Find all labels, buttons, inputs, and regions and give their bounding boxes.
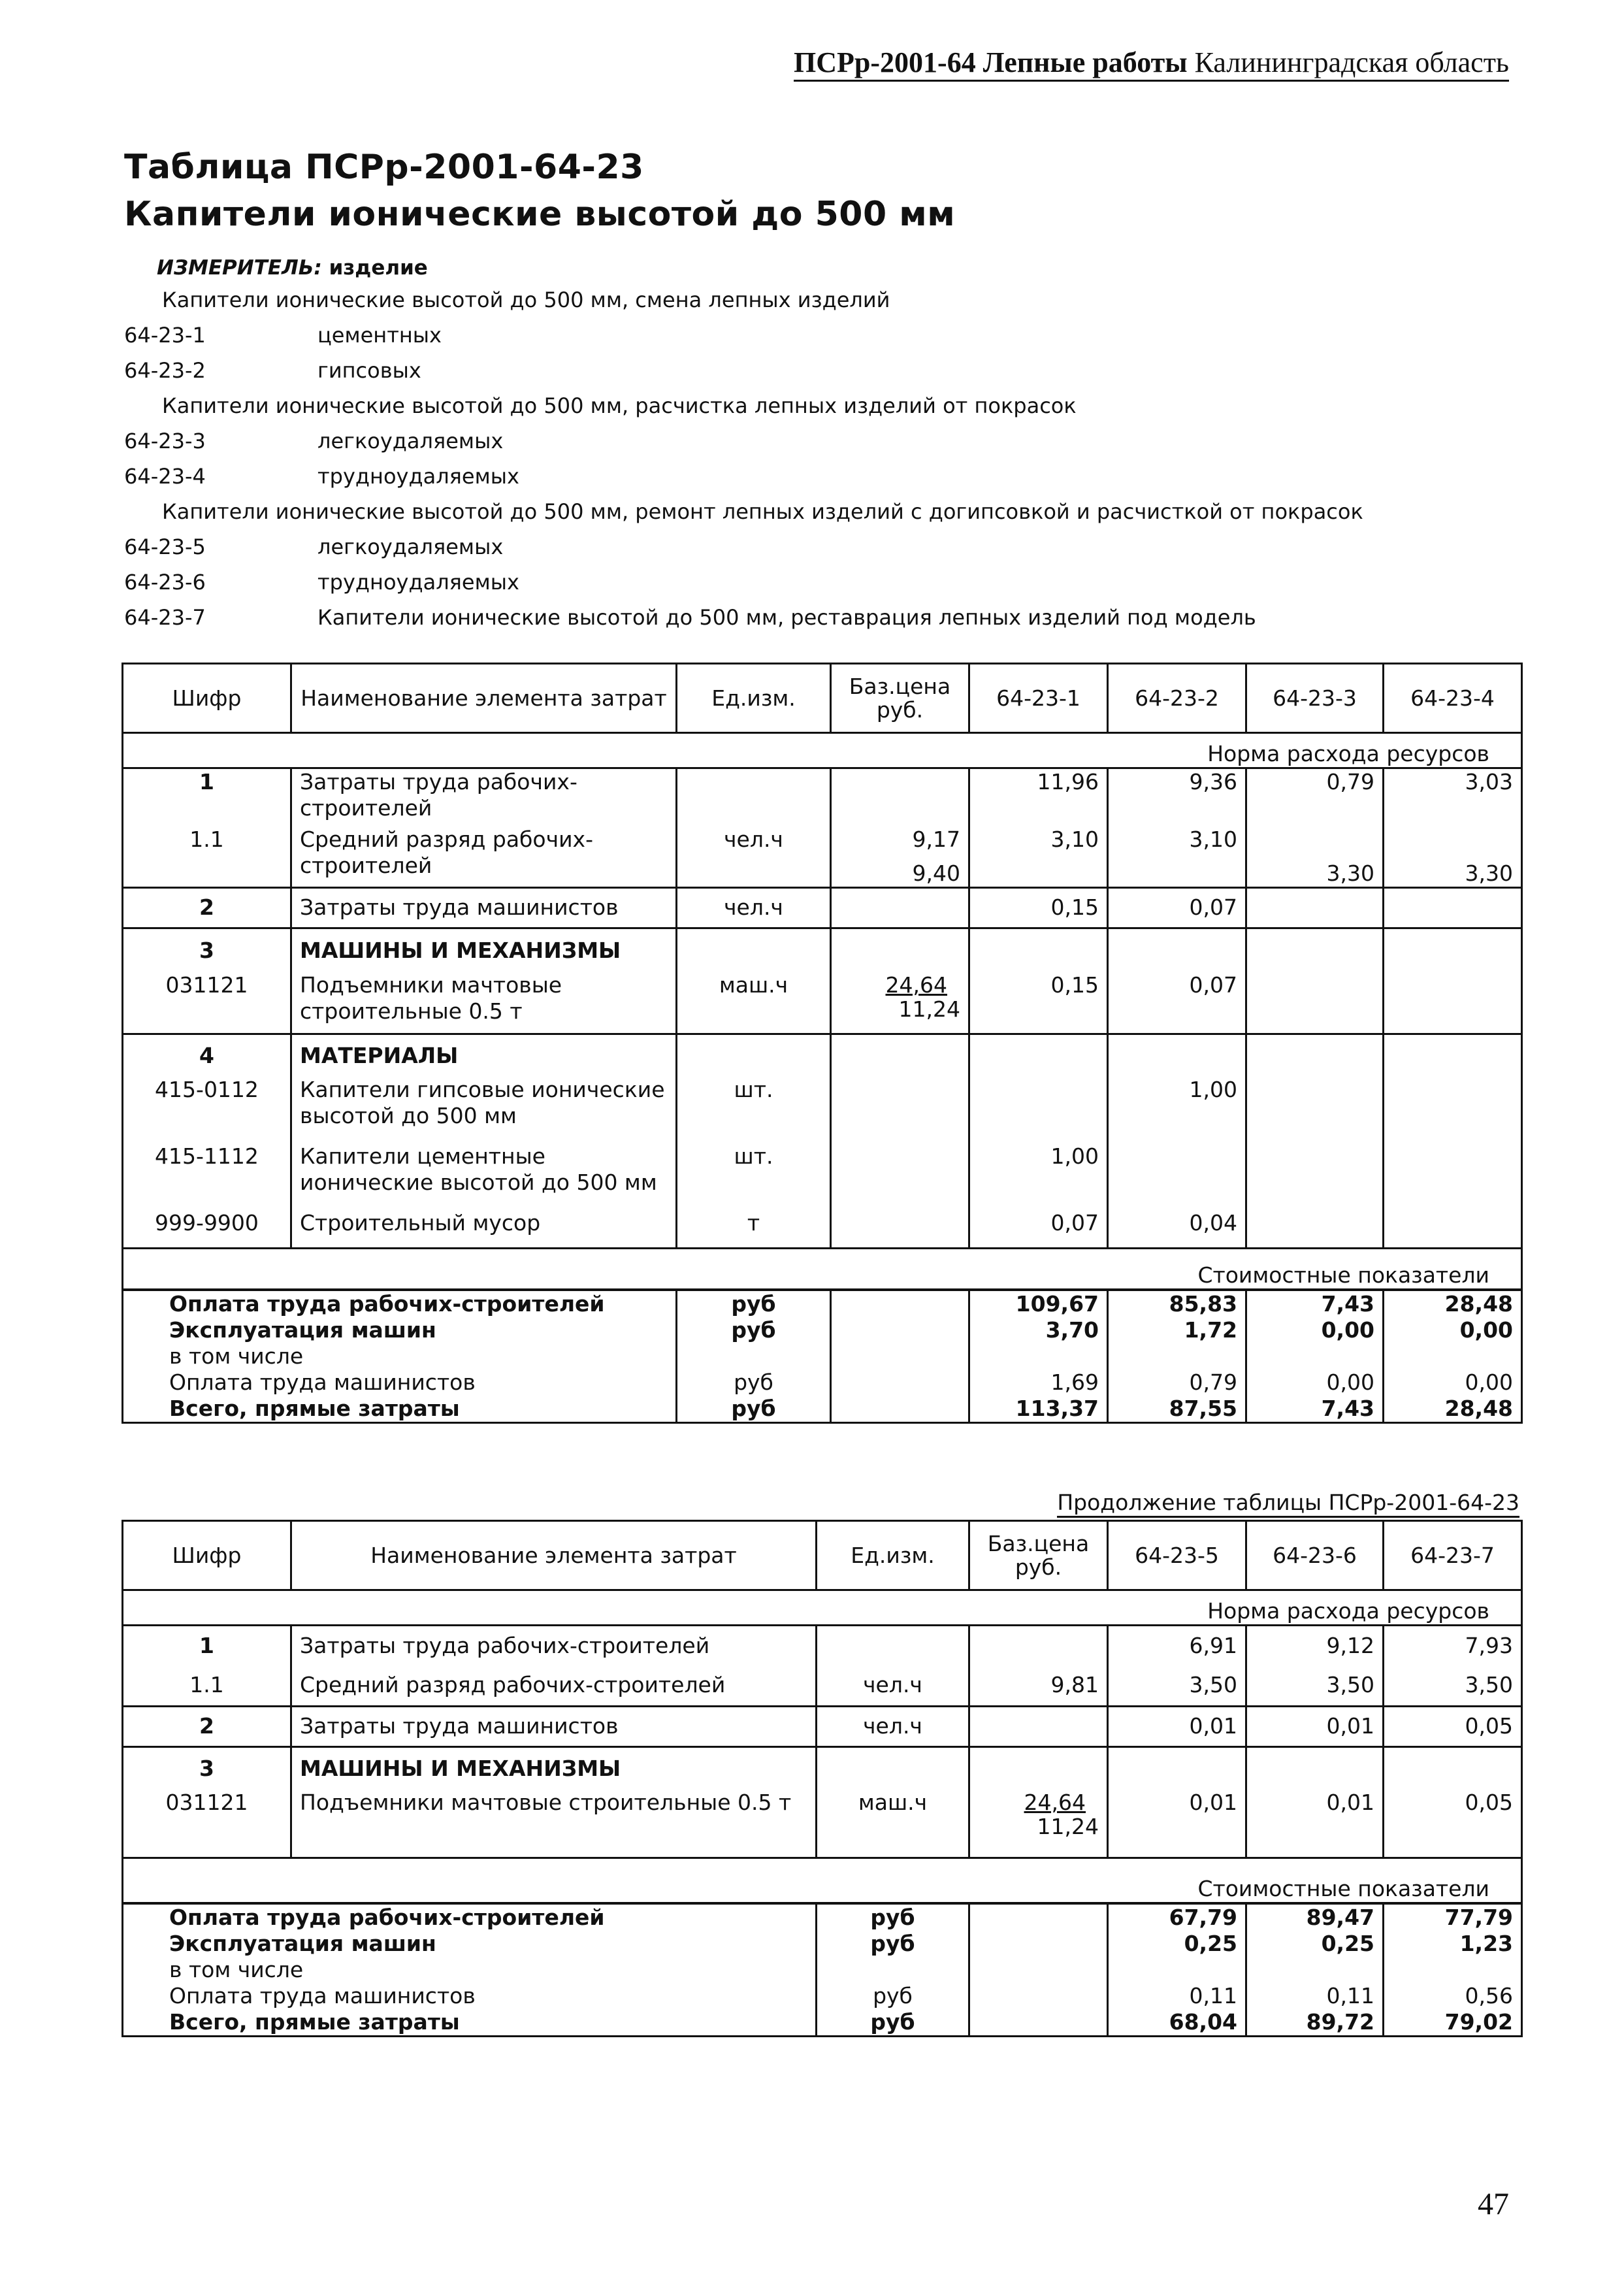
resource-table-1: [122, 663, 1523, 1424]
table-row: [123, 1790, 1522, 1858]
total-value: 0,11: [1108, 1983, 1246, 2009]
intro-code: 64-23-7: [124, 605, 206, 630]
total-name: в том числе: [123, 1343, 677, 1369]
total-value: 67,79: [1108, 1903, 1246, 1931]
row-unit: шт.: [677, 1143, 831, 1210]
total-name: Всего, прямые затраты: [123, 2009, 817, 2037]
row-value: 0,05: [1384, 1706, 1522, 1746]
total-value: 0,00: [1384, 1369, 1522, 1396]
row-price: 11,24: [1037, 1814, 1099, 1839]
row-code: 1.1: [123, 1665, 291, 1706]
measure-label: ИЗМЕРИТЕЛЬ:: [157, 256, 322, 280]
cost-label: Стоимостные показатели: [123, 1858, 1522, 1903]
row-name: Затраты труда машинистов: [291, 1706, 817, 1746]
total-value: 87,55: [1108, 1396, 1246, 1423]
row-value: 3,10: [969, 821, 1108, 888]
header-code: ПСРр-2001-64: [794, 46, 976, 78]
row-price: 9,17: [912, 826, 960, 852]
row-name: Затраты труда рабочих-строителей: [291, 1625, 817, 1665]
row-price: 9,40: [912, 860, 960, 886]
page-number: 47: [1478, 2187, 1509, 2221]
row-price: 11,24: [898, 996, 960, 1022]
total-value: 0,79: [1108, 1369, 1246, 1396]
table-row: [123, 1665, 1522, 1706]
total-row: [123, 1931, 1522, 1957]
total-value: 113,37: [969, 1396, 1108, 1423]
row-name: МАШИНЫ И МЕХАНИЗМЫ: [291, 928, 677, 972]
row-value: 9,36: [1108, 768, 1246, 821]
row-code: 2: [123, 887, 291, 928]
total-unit: руб: [677, 1317, 831, 1343]
total-value: 0,00: [1246, 1369, 1384, 1396]
table-row: [123, 1034, 1522, 1077]
intro-name: трудноудаляемых: [317, 570, 519, 595]
table-row: [123, 1706, 1522, 1746]
resource-table-2: [122, 1520, 1523, 2037]
total-name: Оплата труда рабочих-строителей: [123, 1290, 677, 1317]
row-value: 0,04: [1108, 1210, 1246, 1248]
col-64-23-5: 64-23-5: [1108, 1521, 1246, 1590]
table-row: [123, 1210, 1522, 1248]
col-64-23-1: 64-23-1: [969, 664, 1108, 733]
row-name: Капители цементные ионические высотой до 500 мм: [291, 1143, 677, 1210]
row-price: 24,64: [1024, 1790, 1086, 1815]
total-row: [123, 1983, 1522, 2009]
intro-code: 64-23-3: [124, 429, 206, 453]
table-row: [123, 1077, 1522, 1143]
row-value: 3,10: [1108, 821, 1246, 888]
total-unit: руб: [817, 2009, 969, 2037]
total-name: Оплата труда рабочих-строителей: [123, 1903, 817, 1931]
table-row: [123, 1143, 1522, 1210]
norm-label: Норма расхода ресурсов: [123, 741, 1522, 768]
row-value: 0,05: [1384, 1790, 1522, 1858]
intro-code: 64-23-4: [124, 464, 206, 489]
table-row: [123, 887, 1522, 928]
row-code: 031121: [123, 972, 291, 1034]
continuation-note: Продолжение таблицы ПСРр-2001-64-23: [1057, 1490, 1519, 1518]
intro-name: трудноудаляемых: [317, 464, 519, 489]
measure-value: изделие: [329, 256, 428, 280]
total-value: 89,72: [1246, 2009, 1384, 2037]
total-value: 85,83: [1108, 1290, 1246, 1317]
total-value: 28,48: [1384, 1290, 1522, 1317]
row-unit: чел.ч: [677, 821, 831, 888]
table-row: [123, 1625, 1522, 1665]
total-value: 0,25: [1108, 1931, 1246, 1957]
row-name: МАТЕРИАЛЫ: [291, 1034, 677, 1077]
total-value: 68,04: [1108, 2009, 1246, 2037]
section-row: [123, 1858, 1522, 1903]
row-code: 2: [123, 1706, 291, 1746]
total-name: Эксплуатация машин: [123, 1317, 677, 1343]
header-region: Калининградская область: [1194, 46, 1509, 78]
total-row: [123, 1343, 1522, 1369]
measure-line: [157, 256, 428, 280]
row-code: 415-0112: [123, 1077, 291, 1143]
total-name: Оплата труда машинистов: [123, 1983, 817, 2009]
row-value: 6,91: [1108, 1625, 1246, 1665]
col-name: Наименование элемента затрат: [291, 664, 677, 733]
total-row: [123, 1290, 1522, 1317]
section-row: [123, 1248, 1522, 1290]
total-row: [123, 1369, 1522, 1396]
total-name: Оплата труда машинистов: [123, 1369, 677, 1396]
row-name: МАШИНЫ И МЕХАНИЗМЫ: [291, 1746, 817, 1790]
norm-label: Норма расхода ресурсов: [123, 1598, 1522, 1626]
total-value: 7,43: [1246, 1290, 1384, 1317]
intro-name: легкоудаляемых: [317, 534, 504, 559]
total-value: 109,67: [969, 1290, 1108, 1317]
total-name: Всего, прямые затраты: [123, 1396, 677, 1423]
total-value: 1,72: [1108, 1317, 1246, 1343]
col-64-23-4: 64-23-4: [1384, 664, 1522, 733]
total-value: 1,23: [1384, 1931, 1522, 1957]
row-unit: шт.: [677, 1077, 831, 1143]
intro-code: 64-23-2: [124, 358, 206, 383]
col-64-23-6: 64-23-6: [1246, 1521, 1384, 1590]
row-value: 3,50: [1108, 1665, 1246, 1706]
total-value: 0,56: [1384, 1983, 1522, 2009]
row-unit: чел.ч: [817, 1706, 969, 1746]
table-row: [123, 768, 1522, 821]
total-row: [123, 2009, 1522, 2037]
row-code: 4: [123, 1034, 291, 1077]
table-subtitle: Капители ионические высотой до 500 мм: [124, 195, 956, 234]
total-unit: руб: [677, 1396, 831, 1423]
row-unit: т: [677, 1210, 831, 1248]
total-row: [123, 1317, 1522, 1343]
row-unit: маш.ч: [677, 972, 831, 1034]
total-unit: руб: [677, 1290, 831, 1317]
row-unit: чел.ч: [817, 1665, 969, 1706]
total-value: 0,25: [1246, 1931, 1384, 1957]
row-value: 0,01: [1246, 1706, 1384, 1746]
total-value: 0,00: [1246, 1317, 1384, 1343]
table-row: [123, 821, 1522, 888]
row-value: 3,30: [1384, 821, 1522, 888]
total-row: [123, 1903, 1522, 1931]
total-unit: руб: [817, 1983, 969, 2009]
row-name: Затраты труда машинистов: [291, 887, 677, 928]
total-unit: руб: [817, 1931, 969, 1957]
row-unit: маш.ч: [817, 1790, 969, 1858]
col-name: Наименование элемента затрат: [291, 1521, 817, 1590]
row-value: 0,07: [1108, 887, 1246, 928]
intro-group-1: Капители ионические высотой до 500 мм, смена лепных изделий: [162, 287, 890, 312]
row-code: 1: [123, 768, 291, 821]
row-value: 3,30: [1246, 821, 1384, 888]
total-row: [123, 1396, 1522, 1423]
running-header: [794, 46, 1509, 82]
total-value: 89,47: [1246, 1903, 1384, 1931]
row-name: Средний разряд рабочих-строителей: [291, 1665, 817, 1706]
total-value: 1,69: [969, 1369, 1108, 1396]
row-price: 24,64: [885, 972, 947, 998]
intro-name: цементных: [317, 323, 442, 348]
col-code: Шифр: [123, 1521, 291, 1590]
col-price: Баз.цена руб.: [831, 664, 969, 733]
col-price: Баз.цена руб.: [969, 1521, 1108, 1590]
row-value: 7,93: [1384, 1625, 1522, 1665]
row-name: Подъемники мачтовые строительные 0.5 т: [291, 1790, 817, 1858]
section-row: [123, 1598, 1522, 1626]
row-value: 0,01: [1108, 1790, 1246, 1858]
row-name: Затраты труда рабочих-строителей: [291, 768, 677, 821]
total-value: 0,00: [1384, 1317, 1522, 1343]
table-header-row: [123, 664, 1522, 733]
total-unit: руб: [677, 1369, 831, 1396]
table-title: Таблица ПСРр-2001-64-23: [124, 148, 644, 187]
col-64-23-2: 64-23-2: [1108, 664, 1246, 733]
row-code: 3: [123, 1746, 291, 1790]
total-name: Эксплуатация машин: [123, 1931, 817, 1957]
total-value: 3,70: [969, 1317, 1108, 1343]
row-name: Подъемники мачтовые строительные 0.5 т: [291, 972, 677, 1034]
intro-name: легкоудаляемых: [317, 429, 504, 453]
row-value: 1,00: [969, 1143, 1108, 1210]
intro-code: 64-23-1: [124, 323, 206, 348]
total-name: в том числе: [123, 1957, 817, 1983]
table-row: [123, 972, 1522, 1034]
total-row: [123, 1957, 1522, 1983]
row-value: 3,50: [1246, 1665, 1384, 1706]
section-row: [123, 741, 1522, 768]
intro-name: Капители ионические высотой до 500 мм, реставрация лепных изделий под модель: [317, 605, 1256, 630]
row-price: 9,81: [969, 1665, 1108, 1706]
cost-label: Стоимостные показатели: [123, 1248, 1522, 1290]
total-value: 7,43: [1246, 1396, 1384, 1423]
row-name: Средний разряд рабочих-строителей: [291, 821, 677, 888]
intro-code: 64-23-5: [124, 534, 206, 559]
row-value: 0,01: [1246, 1790, 1384, 1858]
row-code: 1: [123, 1625, 291, 1665]
total-value: 77,79: [1384, 1903, 1522, 1931]
row-value: 11,96: [969, 768, 1108, 821]
intro-code: 64-23-6: [124, 570, 206, 595]
row-code: 1.1: [123, 821, 291, 888]
row-value: 9,12: [1246, 1625, 1384, 1665]
row-value: 3,50: [1384, 1665, 1522, 1706]
row-code: 3: [123, 928, 291, 972]
total-value: 28,48: [1384, 1396, 1522, 1423]
col-unit: Ед.изм.: [817, 1521, 969, 1590]
row-value: 3,03: [1384, 768, 1522, 821]
intro-name: гипсовых: [317, 358, 421, 383]
table-header-row: [123, 1521, 1522, 1590]
col-code: Шифр: [123, 664, 291, 733]
total-value: 79,02: [1384, 2009, 1522, 2037]
intro-group-3: Капители ионические высотой до 500 мм, ремонт лепных изделий с догипсовкой и расчисткой от покрасок: [162, 499, 1363, 524]
col-unit: Ед.изм.: [677, 664, 831, 733]
row-value: 0,79: [1246, 768, 1384, 821]
col-64-23-7: 64-23-7: [1384, 1521, 1522, 1590]
intro-group-2: Капители ионические высотой до 500 мм, расчистка лепных изделий от покрасок: [162, 393, 1077, 418]
header-section: Лепные работы: [983, 46, 1188, 78]
total-unit: руб: [817, 1903, 969, 1931]
total-value: 0,11: [1246, 1983, 1384, 2009]
row-code: 031121: [123, 1790, 291, 1858]
row-unit: чел.ч: [677, 887, 831, 928]
table-row: [123, 928, 1522, 972]
row-name: Капители гипсовые ионические высотой до 500 мм: [291, 1077, 677, 1143]
row-name: Строительный мусор: [291, 1210, 677, 1248]
row-value: 1,00: [1108, 1077, 1246, 1143]
table-row: [123, 1746, 1522, 1790]
row-value: 0,07: [1108, 972, 1246, 1034]
row-value: 0,07: [969, 1210, 1108, 1248]
row-code: 415-1112: [123, 1143, 291, 1210]
row-value: 0,15: [969, 887, 1108, 928]
row-code: 999-9900: [123, 1210, 291, 1248]
row-value: 0,15: [969, 972, 1108, 1034]
col-64-23-3: 64-23-3: [1246, 664, 1384, 733]
row-value: 0,01: [1108, 1706, 1246, 1746]
